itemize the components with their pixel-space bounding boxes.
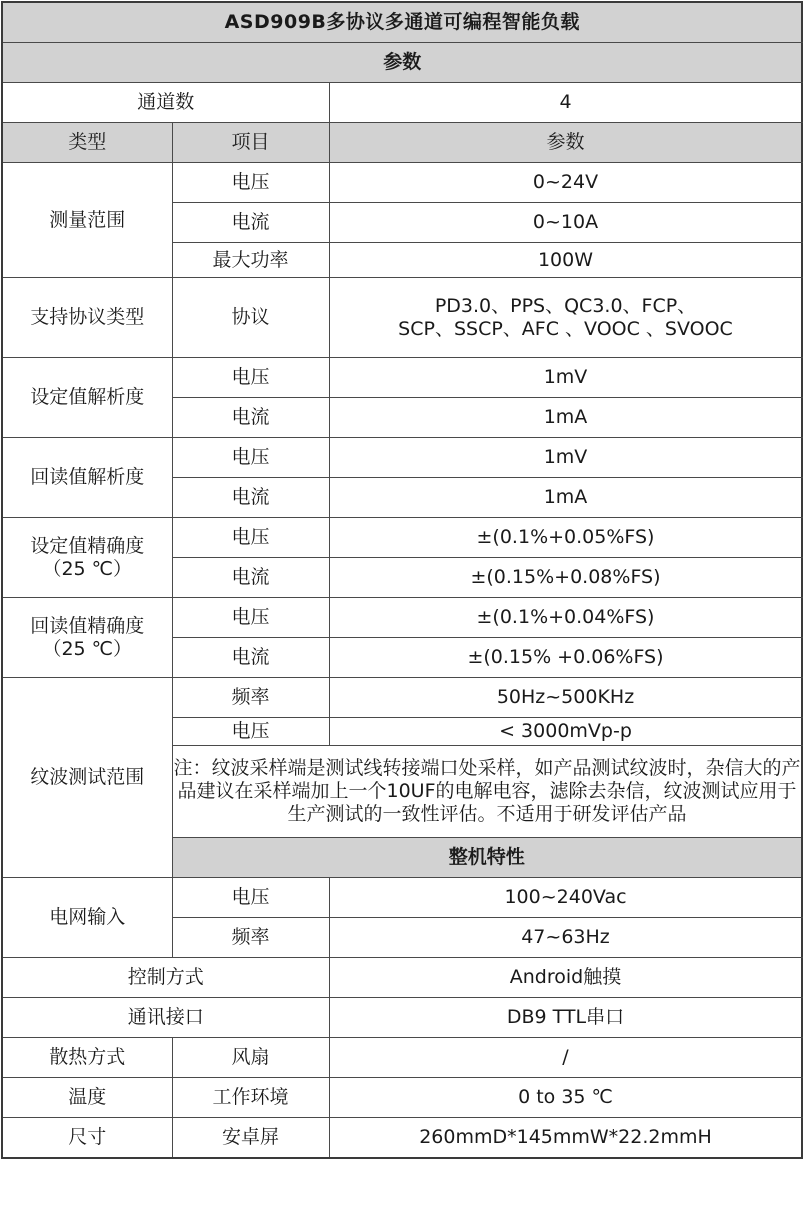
set-resolution-voltage-value: 1mV xyxy=(329,358,802,398)
cooling-row xyxy=(2,1038,802,1078)
set-resolution-voltage-label: 电压 xyxy=(172,358,329,398)
section-heading-params: 参数 xyxy=(2,43,802,83)
protocol-list-line1: PD3.0、PPS、QC3.0、FCP、 xyxy=(434,294,697,317)
read-accuracy-type-line1: 回读值精确度 xyxy=(30,614,145,637)
read-resolution-voltage-label: 电压 xyxy=(172,438,329,478)
measure-voltage-label: 电压 xyxy=(172,163,329,203)
protocol-type: 支持协议类型 xyxy=(2,278,172,358)
read-accuracy-type-line2: （25 ℃） xyxy=(42,637,133,660)
set-accuracy-voltage-row xyxy=(2,518,802,558)
read-accuracy-voltage-row xyxy=(2,598,802,638)
temperature-item: 工作环境 xyxy=(172,1078,329,1118)
measure-power-value: 100W xyxy=(329,243,802,278)
protocol-item: 协议 xyxy=(172,278,329,358)
section-heading-machine: 整机特性 xyxy=(172,838,802,878)
read-accuracy-voltage-value: ±(0.1%+0.04%FS) xyxy=(329,598,802,638)
read-resolution-type: 回读值解析度 xyxy=(2,438,172,518)
measure-power-label: 最大功率 xyxy=(172,243,329,278)
set-accuracy-voltage-label: 电压 xyxy=(172,518,329,558)
control-label: 控制方式 xyxy=(2,958,329,998)
read-resolution-voltage-row xyxy=(2,438,802,478)
read-resolution-current-value: 1mA xyxy=(329,478,802,518)
ripple-freq-label: 频率 xyxy=(172,678,329,718)
read-resolution-voltage-value: 1mV xyxy=(329,438,802,478)
control-row xyxy=(2,958,802,998)
read-accuracy-type xyxy=(2,598,172,678)
power-input-type: 电网输入 xyxy=(2,878,172,958)
measure-type: 测量范围 xyxy=(2,163,172,278)
size-value: 260mmD*145mmW*22.2mmH xyxy=(329,1118,802,1159)
read-accuracy-voltage-label: 电压 xyxy=(172,598,329,638)
temperature-value: 0 to 35 ℃ xyxy=(329,1078,802,1118)
channels-row xyxy=(2,83,802,123)
power-input-voltage-value: 100~240Vac xyxy=(329,878,802,918)
ripple-freq-row xyxy=(2,678,802,718)
title-row xyxy=(2,2,802,43)
read-resolution-current-label: 电流 xyxy=(172,478,329,518)
ripple-note: 注：纹波采样端是测试线转接端口处采样，如产品测试纹波时，杂信大的产品建议在采样端加上一个10UF的电解电容，滤除去杂信，纹波测试应用于生产测试的一致性评估。不适用于研发评估产品 xyxy=(172,746,802,838)
power-input-freq-value: 47~63Hz xyxy=(329,918,802,958)
power-input-freq-label: 频率 xyxy=(172,918,329,958)
channels-value: 4 xyxy=(329,83,802,123)
power-input-voltage-label: 电压 xyxy=(172,878,329,918)
protocol-row xyxy=(2,278,802,358)
set-accuracy-current-label: 电流 xyxy=(172,558,329,598)
set-resolution-current-value: 1mA xyxy=(329,398,802,438)
comm-label: 通讯接口 xyxy=(2,998,329,1038)
size-type: 尺寸 xyxy=(2,1118,172,1159)
measure-voltage-row xyxy=(2,163,802,203)
params-section-row xyxy=(2,43,802,83)
ripple-freq-value: 50Hz~500KHz xyxy=(329,678,802,718)
comm-value: DB9 TTL串口 xyxy=(329,998,802,1038)
power-input-voltage-row xyxy=(2,878,802,918)
set-accuracy-type-line1: 设定值精确度 xyxy=(30,534,145,557)
read-accuracy-current-label: 电流 xyxy=(172,638,329,678)
cooling-item: 风扇 xyxy=(172,1038,329,1078)
set-accuracy-type-line2: （25 ℃） xyxy=(42,557,133,580)
set-accuracy-current-value: ±(0.15%+0.08%FS) xyxy=(329,558,802,598)
size-item: 安卓屏 xyxy=(172,1118,329,1159)
set-resolution-voltage-row xyxy=(2,358,802,398)
channels-label: 通道数 xyxy=(2,83,329,123)
set-accuracy-type xyxy=(2,518,172,598)
measure-current-label: 电流 xyxy=(172,203,329,243)
table-title: ASD909B多协议多通道可编程智能负载 xyxy=(2,2,802,43)
temperature-type: 温度 xyxy=(2,1078,172,1118)
spec-table xyxy=(1,1,803,1159)
header-item: 项目 xyxy=(172,123,329,163)
comm-row xyxy=(2,998,802,1038)
ripple-type: 纹波测试范围 xyxy=(2,678,172,878)
set-accuracy-voltage-value: ±(0.1%+0.05%FS) xyxy=(329,518,802,558)
size-row xyxy=(2,1118,802,1159)
protocol-list-line2: SCP、SSCP、AFC 、VOOC 、SVOOC xyxy=(398,317,733,340)
cooling-type: 散热方式 xyxy=(2,1038,172,1078)
header-param: 参数 xyxy=(329,123,802,163)
protocol-list xyxy=(329,278,802,358)
ripple-voltage-label: 电压 xyxy=(172,718,329,746)
header-type: 类型 xyxy=(2,123,172,163)
cooling-value: / xyxy=(329,1038,802,1078)
ripple-voltage-value: < 3000mVp-p xyxy=(329,718,802,746)
set-resolution-current-label: 电流 xyxy=(172,398,329,438)
measure-current-value: 0~10A xyxy=(329,203,802,243)
temperature-row xyxy=(2,1078,802,1118)
control-value: Android触摸 xyxy=(329,958,802,998)
set-resolution-type: 设定值解析度 xyxy=(2,358,172,438)
measure-voltage-value: 0~24V xyxy=(329,163,802,203)
header-row xyxy=(2,123,802,163)
read-accuracy-current-value: ±(0.15% +0.06%FS) xyxy=(329,638,802,678)
